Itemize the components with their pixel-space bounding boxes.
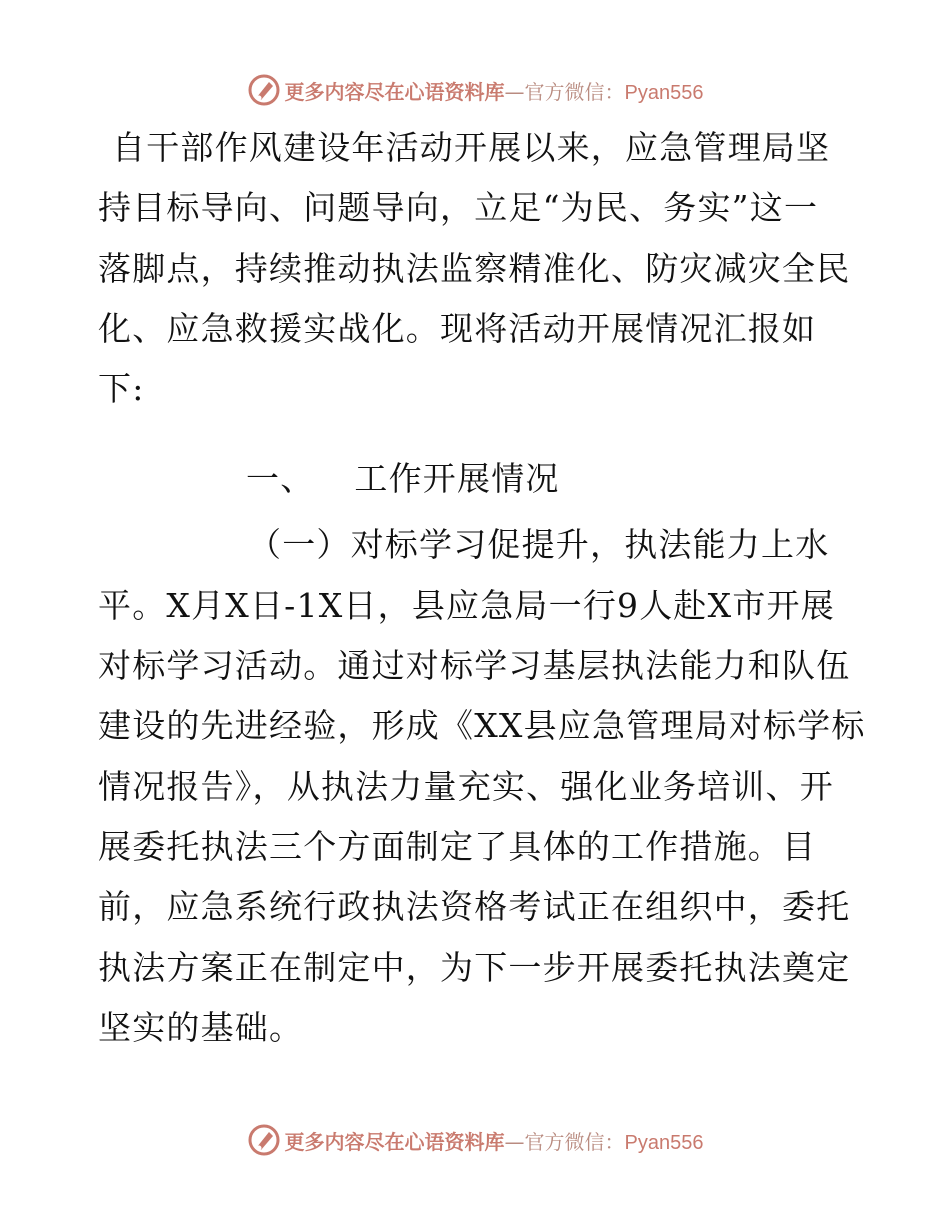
section1-line: 对标学习活动。通过对标学习基层执法能力和队伍 bbox=[98, 646, 851, 686]
section1-line: 展委托执法三个方面制定了具体的工作措施。目 bbox=[98, 826, 817, 866]
document-body bbox=[98, 118, 866, 1058]
watermark-sub-text: —官方微信： bbox=[504, 79, 625, 104]
section1-line: 平。X月X日-1X日，县应急局一行9人赴X市开展 bbox=[98, 585, 835, 625]
section1-paragraph bbox=[98, 515, 866, 1058]
intro-line: 化、应急救援实战化。现将活动开展情况汇报如 bbox=[98, 308, 817, 348]
watermark-sub-text: —官方微信： bbox=[504, 1129, 625, 1154]
intro-line: 自干部作风建设年活动开展以来，应急管理局坚 bbox=[112, 128, 831, 167]
watermark-id-text: Pyan556 bbox=[624, 1131, 704, 1154]
watermark-header bbox=[0, 70, 950, 110]
section1-line: 执法方案正在制定中，为下一步开展委托执法奠定 bbox=[98, 947, 851, 987]
section-heading-number: 一、 bbox=[246, 459, 315, 499]
section1-line: （一）对标学习促提升，执法能力上水 bbox=[248, 525, 830, 565]
section1-line: 建设的先进经验，形成《XX县应急管理局对标学标 bbox=[98, 706, 866, 746]
section-heading bbox=[246, 449, 858, 509]
watermark-footer bbox=[0, 1120, 950, 1160]
intro-line: 持目标导向、问题导向，立足“为民、务实”这一 bbox=[98, 188, 819, 228]
watermark-id-text: Pyan556 bbox=[624, 81, 704, 104]
section1-line: 前，应急系统行政执法资格考试正在组织中，委托 bbox=[98, 887, 851, 927]
watermark-main-text: 更多内容尽在心语资料库 bbox=[284, 79, 505, 104]
watermark-main-text: 更多内容尽在心语资料库 bbox=[284, 1129, 505, 1154]
section1-line: 情况报告》，从执法力量充实、强化业务培训、开 bbox=[98, 766, 834, 806]
section1-line: 坚实的基础。 bbox=[98, 1007, 304, 1047]
section-heading-text: 工作开展情况 bbox=[354, 459, 560, 499]
pen-nib-logo-icon bbox=[247, 73, 281, 107]
intro-paragraph bbox=[98, 118, 858, 419]
intro-line: 落脚点，持续推动执法监察精准化、防灾减灾全民 bbox=[98, 248, 851, 288]
pen-nib-logo-icon bbox=[247, 1123, 281, 1157]
intro-line: 下: bbox=[98, 369, 145, 409]
